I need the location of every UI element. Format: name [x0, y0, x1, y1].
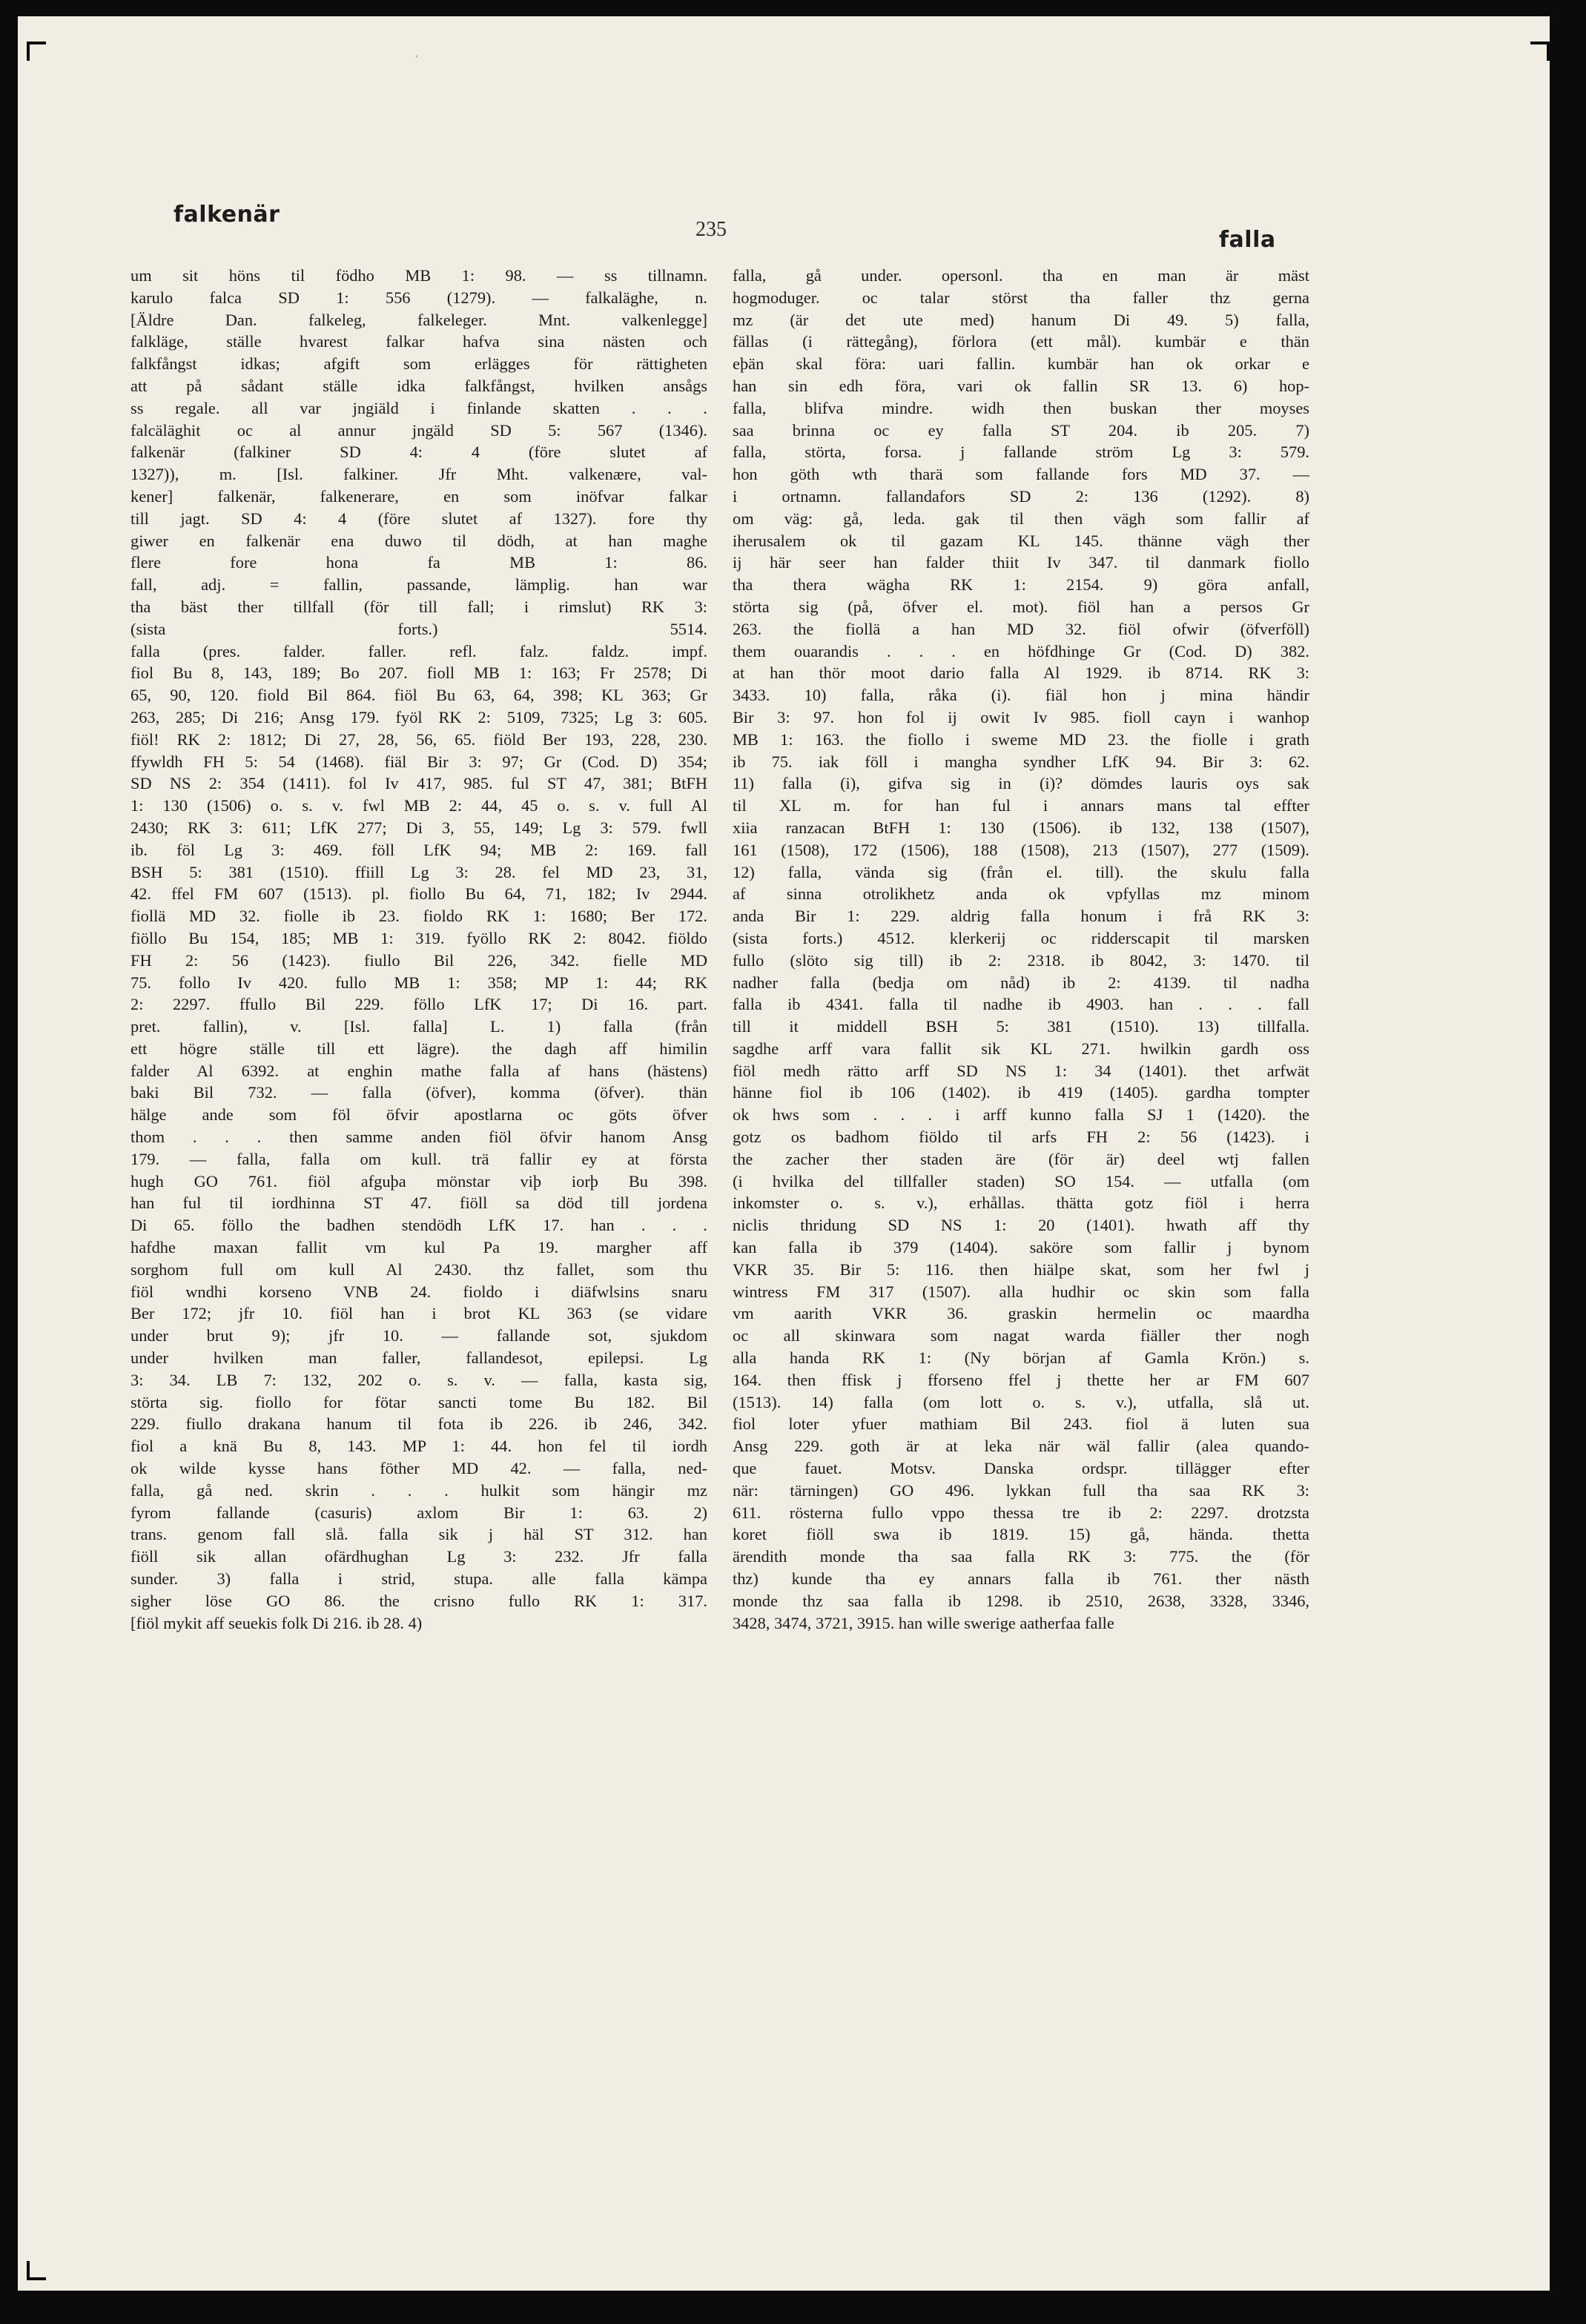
- text-line: thom . . . then samme anden fiöl öfvir hanom Ansg: [130, 1128, 707, 1147]
- text-line: hälge ande som föl öfvir apostlarna oc göts öfver: [130, 1105, 707, 1125]
- text-line: fiol a knä Bu 8, 143. MP 1: 44. hon fel til iordh: [130, 1437, 707, 1456]
- text-line: när: tärningen) GO 496. lykkan full tha saa RK 3:: [733, 1480, 1309, 1500]
- text-line: 164. then ffisk j fforseno ffel j thette her ar FM 607: [733, 1370, 1309, 1389]
- text-line: 3433. 10) falla, råka (i). fiäl hon j mina händir: [733, 686, 1309, 705]
- text-line: störta sig (på, öfver el. mot). fiöl han a persos Gr: [733, 597, 1309, 616]
- text-line: hogmoduger. oc talar störst tha faller thz gerna: [733, 288, 1309, 307]
- text-line: alla handa RK 1: (Ny början af Gamla Krön.) s.: [733, 1348, 1309, 1368]
- text-line: 11) falla (i), gifva sig in (i)? dömdes lauris oys sak: [733, 774, 1309, 793]
- text-line: Ber 172; jfr 10. fiöl han i brot KL 363 (se vidare: [130, 1304, 707, 1323]
- text-line: ärendith monde tha saa falla RK 3: 775. the (för: [733, 1547, 1309, 1566]
- guideword-right: falla: [1219, 227, 1276, 253]
- text-line: till jagt. SD 4: 4 (före slutet af 1327). fore thy: [130, 509, 707, 528]
- text-line: falla (pres. falder. faller. refl. falz. faldz. impf.: [130, 641, 707, 661]
- text-line: [Äldre Dan. falkeleg, falkeleger. Mnt. valkenlegge]: [130, 310, 707, 329]
- text-line: SD NS 2: 354 (1411). fol Iv 417, 985. ful ST 47, 381; BtFH: [130, 774, 707, 793]
- text-line: ij här seer han falder thiit Iv 347. til danmark fiollo: [733, 553, 1309, 572]
- text-line: trans. genom fall slå. falla sik j häl ST 312. han: [130, 1525, 707, 1544]
- text-line: under brut 9); jfr 10. — fallande sot, sjukdom: [130, 1326, 707, 1345]
- text-line: sigher löse GO 86. the crisno fullo RK 1: 317.: [130, 1591, 707, 1610]
- text-line: um sit höns til födho MB 1: 98. — ss tillnamn.: [130, 266, 707, 285]
- text-line: 2430; RK 3: 611; LfK 277; Di 3, 55, 149; Lg 3: 579. fwll: [130, 818, 707, 837]
- text-line: wintress FM 317 (1507). alla hudhir oc skin som falla: [733, 1282, 1309, 1301]
- text-line: anda Bir 1: 229. aldrig falla honum i frå RK 3:: [733, 907, 1309, 926]
- text-line: falla, störta, forsa. j fallande ström Lg 3: 579.: [733, 443, 1309, 462]
- text-line: af sinna otrolikhetz anda ok vpfyllas mz minom: [733, 884, 1309, 904]
- text-line: kener] falkenär, falkenerare, en som inöfvar falkar: [130, 486, 707, 506]
- text-line: VKR 35. Bir 5: 116. then hiälpe skat, som her fwl j: [733, 1259, 1309, 1279]
- text-line: falla, gå under. opersonl. tha en man är mäst: [733, 266, 1309, 285]
- text-line: iherusalem ok til gazam KL 145. thänne vägh ther: [733, 531, 1309, 550]
- text-line: (i hvilka del tillfaller staden) SO 154. — utfalla (om: [733, 1171, 1309, 1191]
- text-line: saa brinna oc ey falla ST 204. ib 205. 7): [733, 420, 1309, 440]
- text-line: karulo falca SD 1: 556 (1279). — falkaläghe, n.: [130, 288, 707, 307]
- text-line: tha thera wägha RK 1: 2154. 9) göra anfall,: [733, 575, 1309, 595]
- page-number: 235: [695, 218, 727, 241]
- text-line: 611. rösterna fullo vppo thessa tre ib 2: 2297. drotzsta: [733, 1503, 1309, 1522]
- crop-mark: [27, 2261, 46, 2280]
- text-line: 1327)), m. [Isl. falkiner. Jfr Mht. valkenære, val-: [130, 465, 707, 484]
- text-line: 65, 90, 120. fiold Bil 864. fiöl Bu 63, 64, 398; KL 363; Gr: [130, 686, 707, 705]
- text-line: falla, gå ned. skrin . . . hulkit som hängir mz: [130, 1480, 707, 1500]
- text-line: niclis thridung SD NS 1: 20 (1401). hwath aff thy: [733, 1216, 1309, 1235]
- left-column: [130, 265, 707, 1634]
- text-line: BSH 5: 381 (1510). ffiill Lg 3: 28. fel MD 23, 31,: [130, 862, 707, 881]
- text-line: ss regale. all var jngiäld i finlande skatten . . .: [130, 398, 707, 417]
- text-line: fiöll sik allan ofärdhughan Lg 3: 232. Jfr falla: [130, 1547, 707, 1566]
- text-line: (1513). 14) falla (om lott o. s. v.), utfalla, slå ut.: [733, 1392, 1309, 1411]
- text-line: giwer en falkenär ena duwo til dödh, at han maghe: [130, 531, 707, 550]
- text-line: 12) falla, vända sig (från el. till). the skulu falla: [733, 862, 1309, 881]
- text-line: han ful til iordhinna ST 47. fiöll sa död till jordena: [130, 1194, 707, 1213]
- text-line: ok hws som . . . i arff kunno falla SJ 1 (1420). the: [733, 1105, 1309, 1125]
- text-line: Bir 3: 97. hon fol ij owit Iv 985. fioll cayn i wanhop: [733, 707, 1309, 726]
- right-column: [733, 265, 1309, 1634]
- text-line: Ansg 229. goth är at leka när wäl fallir (alea quando-: [733, 1437, 1309, 1456]
- text-line: sagdhe arff vara fallit sik KL 271. hwilkin gardh oss: [733, 1039, 1309, 1058]
- text-line: inkomster o. s. v.), erhållas. thätta gotz fiöl i herra: [733, 1194, 1309, 1213]
- text-line: ett högre ställe till ett lägre). the dagh aff himilin: [130, 1039, 707, 1058]
- text-line: 42. ffel FM 607 (1513). pl. fiollo Bu 64, 71, 182; Iv 2944.: [130, 884, 707, 904]
- text-line: sorghom full om kull Al 2430. thz fallet, som thu: [130, 1259, 707, 1279]
- text-line: nadher falla (bedja om nåd) ib 2: 4139. til nadha: [733, 973, 1309, 992]
- text-line: falkläge, ställe hvarest falkar hafva sina nästen och: [130, 332, 707, 351]
- text-line: [fiöl mykit aff seuekis folk Di 216. ib 28. 4): [130, 1613, 423, 1632]
- text-line: sunder. 3) falla i strid, stupa. alle falla kämpa: [130, 1569, 707, 1589]
- text-line: MB 1: 163. the fiollo i sweme MD 23. the fiolle i grath: [733, 729, 1309, 749]
- text-line: att på sådant ställe idka falkfångst, hvilken ansågs: [130, 376, 707, 395]
- text-line: monde thz saa falla ib 1298. ib 2510, 2638, 3328, 3346,: [733, 1591, 1309, 1610]
- crop-mark: [1530, 42, 1550, 61]
- text-line: 3428, 3474, 3721, 3915. han wille swerige aatherfaa falle: [733, 1613, 1114, 1632]
- text-line: falla, blifva mindre. widh then buskan ther moyses: [733, 398, 1309, 417]
- text-line: FH 2: 56 (1423). fiullo Bil 226, 342. fielle MD: [130, 950, 707, 970]
- text-line: falder Al 6392. at enghin mathe falla af hans (hästens): [130, 1061, 707, 1080]
- text-line: fiol Bu 8, 143, 189; Bo 207. fioll MB 1: 163; Fr 2578; Di: [130, 663, 707, 683]
- text-line: till it middell BSH 5: 381 (1510). 13) tillfalla.: [733, 1017, 1309, 1036]
- text-line: koret fiöll swa ib 1819. 15) gå, hända. thetta: [733, 1525, 1309, 1544]
- text-line: mz (är det ute med) hanum Di 49. 5) falla,: [733, 310, 1309, 329]
- text-line: ffywldh FH 5: 54 (1468). fiäl Bir 3: 97; Gr (Cod. D) 354;: [130, 752, 707, 771]
- text-line: han sin edh föra, vari ok fallin SR 13. 6) hop-: [733, 376, 1309, 395]
- text-line: que fauet. Motsv. Danska ordspr. tillägger efter: [733, 1459, 1309, 1478]
- text-line: til XL m. for han ful i annars mans tal effter: [733, 796, 1309, 815]
- dictionary-page: [18, 16, 1550, 2291]
- text-line: the zacher ther staden äre (för är) deel wtj fallen: [733, 1149, 1309, 1168]
- text-line: falkenär (falkiner SD 4: 4 (före slutet af: [130, 443, 707, 462]
- text-line: fiöllo Bu 154, 185; MB 1: 319. fyöllo RK 2: 8042. fiöldo: [130, 928, 707, 947]
- text-line: pret. fallin), v. [Isl. falla] L. 1) falla (från: [130, 1017, 707, 1036]
- text-line: (sista forts.) 5514.: [130, 619, 707, 638]
- text-line: fall, adj. = fallin, passande, lämplig. han war: [130, 575, 707, 595]
- text-line: i ortnamn. fallandafors SD 2: 136 (1292). 8): [733, 486, 1309, 506]
- text-line: hon göth wth tharä som fallande fors MD 37. —: [733, 465, 1309, 484]
- text-line: tha bäst ther tillfall (för till fall; i rimslut) RK 3:: [130, 597, 707, 616]
- text-line: 2: 2297. ffullo Bil 229. föllo LfK 17; Di 16. part.: [130, 995, 707, 1014]
- text-line: oc all skinwara som nagat warda fiäller ther nogh: [733, 1326, 1309, 1345]
- text-line: 3: 34. LB 7: 132, 202 o. s. v. — falla, kasta sig,: [130, 1370, 707, 1389]
- text-line: störta sig. fiollo for fötar sancti tome Bu 182. Bil: [130, 1392, 707, 1411]
- text-line: fyrom fallande (casuris) axlom Bir 1: 63. 2): [130, 1503, 707, 1522]
- text-line: (sista forts.) 4512. klerkerij oc ridderscapit til marsken: [733, 928, 1309, 947]
- text-line: flere fore hona fa MB 1: 86.: [130, 553, 707, 572]
- text-line: Di 65. föllo the badhen stendödh LfK 17. han . . .: [130, 1216, 707, 1235]
- text-line: xiia ranzacan BtFH 1: 130 (1506). ib 132, 138 (1507),: [733, 818, 1309, 837]
- text-line: fiollä MD 32. fiolle ib 23. fioldo RK 1: 1680; Ber 172.: [130, 907, 707, 926]
- text-line: them ouarandis . . . en höfdhinge Gr (Cod. D) 382.: [733, 641, 1309, 661]
- text-line: 75. follo Iv 420. fullo MB 1: 358; MP 1: 44; RK: [130, 973, 707, 992]
- scan-speck: ʹ: [415, 55, 418, 67]
- text-line: hugh GO 761. fiöl afguþa mönstar viþ iorþ Bu 398.: [130, 1171, 707, 1191]
- text-line: 179. — falla, falla om kull. trä fallir ey at första: [130, 1149, 707, 1168]
- guideword-left: falkenär: [174, 202, 280, 228]
- text-line: thz) kunde tha ey annars falla ib 761. ther nästh: [733, 1569, 1309, 1589]
- text-line: falkfångst idkas; afgift som erlägges för rättigheten: [130, 354, 707, 374]
- text-line: baki Bil 732. — falla (öfver), komma (öfver). thän: [130, 1083, 707, 1102]
- text-line: ok wilde kysse hans föther MD 42. — falla, ned-: [130, 1459, 707, 1478]
- text-line: 1: 130 (1506) o. s. v. fwl MB 2: 44, 45 o. s. v. full Al: [130, 796, 707, 815]
- text-line: 229. fiullo drakana hanum til fota ib 226. ib 246, 342.: [130, 1414, 707, 1434]
- text-line: ib 75. iak föll i mangha syndher LfK 94. Bir 3: 62.: [733, 752, 1309, 771]
- text-line: om väg: gå, leda. gak til then vägh som fallir af: [733, 509, 1309, 528]
- text-line: falla ib 4341. falla til nadhe ib 4903. han . . . fall: [733, 995, 1309, 1014]
- text-line: gotz os badhom fiöldo til arfs FH 2: 56 (1423). i: [733, 1128, 1309, 1147]
- text-line: fiöl medh rätto arff SD NS 1: 34 (1401). thet arfwät: [733, 1061, 1309, 1080]
- text-line: fiol loter yfuer mathiam Bil 243. fiol ä luten sua: [733, 1414, 1309, 1434]
- text-line: hänne fiol ib 106 (1402). ib 419 (1405). gardha tompter: [733, 1083, 1309, 1102]
- text-line: vm aarith VKR 36. graskin hermelin oc maardha: [733, 1304, 1309, 1323]
- text-line: at han thör moot dario falla Al 1929. ib 8714. RK 3:: [733, 663, 1309, 683]
- text-line: falcäläghit oc al annur jngäld SD 5: 567 (1346).: [130, 420, 707, 440]
- crop-mark: [27, 42, 46, 61]
- text-line: 161 (1508), 172 (1506), 188 (1508), 213 (1507), 277 (1509).: [733, 840, 1309, 859]
- text-line: 263. the fiollä a han MD 32. fiöl ofwir (öfverföll): [733, 619, 1309, 638]
- text-line: fiöl wndhi korseno VNB 24. fioldo i diäfwlsins snaru: [130, 1282, 707, 1301]
- text-line: under hvilken man faller, fallandesot, epilepsi. Lg: [130, 1348, 707, 1368]
- text-line: fällas (i rättegång), förlora (ett mål). kumbär e thän: [733, 332, 1309, 351]
- text-line: kan falla ib 379 (1404). saköre som fallir j bynom: [733, 1238, 1309, 1257]
- text-line: fiöl! RK 2: 1812; Di 27, 28, 56, 65. fiöld Ber 193, 228, 230.: [130, 729, 707, 749]
- text-line: fullo (slöto sig till) ib 2: 2318. ib 8042, 3: 1470. til: [733, 950, 1309, 970]
- text-line: hafdhe maxan fallit vm kul Pa 19. margher aff: [130, 1238, 707, 1257]
- text-line: eþän skal föra: uari fallin. kumbär han ok orkar e: [733, 354, 1309, 374]
- text-line: 263, 285; Di 216; Ansg 179. fyöl RK 2: 5109, 7325; Lg 3: 605.: [130, 707, 707, 726]
- text-line: ib. föl Lg 3: 469. föll LfK 94; MB 2: 169. fall: [130, 840, 707, 859]
